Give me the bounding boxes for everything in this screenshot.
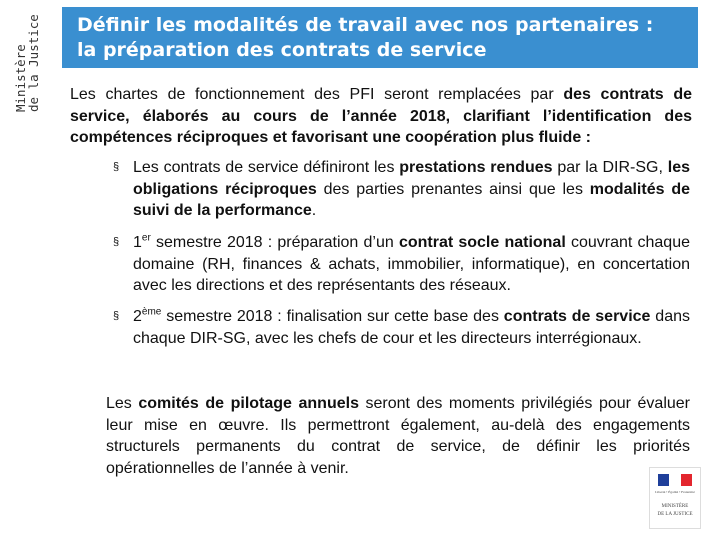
intro-paragraph bbox=[70, 84, 692, 149]
title-line2: la préparation des contrats de service bbox=[77, 39, 487, 61]
bold-text: modalités de suivi de la performance bbox=[133, 180, 691, 219]
text-segment: Les contrats de service définiront les bbox=[133, 159, 400, 176]
ministry-line1: Ministère bbox=[13, 44, 28, 112]
bullet-item bbox=[113, 157, 690, 222]
bullet-item bbox=[113, 232, 690, 297]
text-segment: 1 bbox=[133, 234, 142, 251]
bold-text: prestations rendues bbox=[399, 159, 553, 176]
bold-text: des contrats de service, élaborés au cours de l’année 2018, clarifiant l’identification des compétences réciproques et favorisant une coopération plus fluide : bbox=[70, 86, 692, 146]
text-segment: des parties prenantes ainsi que les bbox=[316, 180, 590, 198]
text-segment: . bbox=[311, 202, 317, 219]
title-line1: Définir les modalités de travail avec nos partenaires : bbox=[77, 14, 654, 36]
logo-line1: MINISTÈRE bbox=[661, 504, 689, 509]
bullet-marker: § bbox=[113, 236, 120, 248]
bullet-marker: § bbox=[113, 161, 120, 173]
text-segment: couvrant chaque domaine (RH, finances & achats, immobilier, informatique), en concertation avec les directions et des représentants des réseaux. bbox=[133, 234, 691, 294]
logo-motto: Liberté • Égalité • Fraternité bbox=[655, 490, 695, 494]
bold-text: les obligations réciproques bbox=[133, 159, 690, 198]
bullet-marker: § bbox=[113, 310, 120, 322]
bullet-item bbox=[113, 306, 690, 349]
bold-text: contrats de service bbox=[503, 308, 651, 325]
ministry-logo bbox=[649, 467, 701, 529]
text-segment: semestre 2018 : préparation d’un bbox=[150, 234, 399, 251]
text-segment: Les bbox=[106, 395, 139, 412]
bullet-text bbox=[133, 157, 690, 222]
ministry-line2: de la Justice bbox=[26, 14, 41, 112]
text-segment: semestre 2018 : finalisation sur cette base des bbox=[161, 308, 504, 325]
text-segment: dans chaque DIR-SG, avec les chefs de cour et les directeurs interrégionaux. bbox=[133, 308, 690, 347]
ministry-vertical-label bbox=[14, 12, 40, 112]
closing-paragraph bbox=[106, 393, 690, 479]
bullet-text bbox=[133, 306, 690, 349]
bold-text: contrat socle national bbox=[398, 234, 566, 251]
bullet-text bbox=[133, 232, 690, 297]
text-segment: Les chartes de fonctionnement des PFI seront remplacées par bbox=[70, 86, 564, 103]
text-segment: par la DIR-SG, bbox=[552, 159, 668, 176]
logo-line2: DE LA JUSTICE bbox=[657, 512, 693, 517]
text-segment: seront des moments privilégiés pour évaluer leur mise en œuvre. Ils permettront également, au-delà des engagements structurels permanents du contrat de service, de définir les priorités opérationnelles de l’année à venir. bbox=[106, 395, 690, 477]
superscript: ème bbox=[141, 306, 162, 318]
slide-title bbox=[62, 7, 698, 68]
superscript: er bbox=[141, 232, 151, 244]
bold-text: comités de pilotage annuels bbox=[138, 395, 359, 412]
text-segment: 2 bbox=[133, 308, 142, 325]
flag-icon bbox=[658, 474, 692, 486]
